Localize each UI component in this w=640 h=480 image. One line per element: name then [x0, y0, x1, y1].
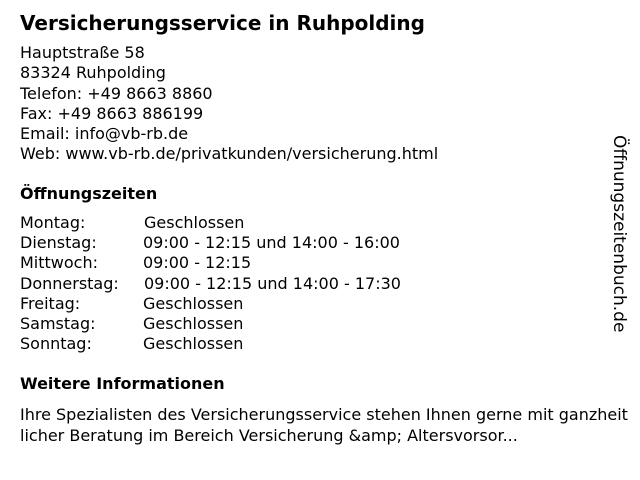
- hours-row-friday: [20, 294, 401, 314]
- day-label: Donnerstag:: [20, 273, 119, 293]
- hours-value: 09:00 - 12:15 und 14:00 - 17:30: [144, 273, 401, 293]
- opening-hours-table: [20, 213, 401, 354]
- city-postal-code: 83324 Ruhpolding: [20, 63, 166, 83]
- day-label: Mittwoch:: [20, 253, 98, 273]
- day-label: Montag:: [20, 213, 86, 232]
- further-info-heading: Weitere Informationen: [20, 374, 225, 393]
- hours-row-saturday: [20, 314, 401, 334]
- hours-value: Geschlossen: [143, 334, 244, 354]
- hours-value: Geschlossen: [143, 293, 244, 313]
- hours-row-monday: [20, 213, 401, 233]
- day-label: Samstag:: [20, 314, 96, 334]
- hours-row-wednesday: [20, 253, 401, 273]
- phone-number: Telefon: +49 8663 8860: [20, 83, 213, 103]
- hours-row-tuesday: [20, 233, 401, 253]
- website-url: Web: www.vb-rb.de/privatkunden/versicherung.html: [20, 144, 439, 164]
- hours-row-sunday: [20, 334, 401, 354]
- hours-value: Geschlossen: [144, 213, 245, 232]
- page-title: Versicherungsservice in Ruhpolding: [20, 11, 425, 35]
- hours-value: 09:00 - 12:15: [143, 253, 252, 273]
- fax-number: Fax: +49 8663 886199: [20, 103, 204, 123]
- description-text: Ihre Spezialisten des Versicherungsservice stehen Ihnen gerne mit ganzheitlicher Beratung im Bereich Versicherung &amp; Altersvorsor...: [20, 405, 628, 445]
- hours-value: 09:00 - 12:15 und 14:00 - 16:00: [143, 233, 400, 253]
- hours-row-thursday: [20, 274, 401, 294]
- brand-watermark: Öffnungszeitenbuch.de: [609, 135, 629, 333]
- address-block: [20, 43, 438, 165]
- email-address: Email: info@vb-rb.de: [20, 124, 189, 144]
- street-address: Hauptstraße 58: [20, 43, 145, 62]
- opening-hours-heading: Öffnungszeiten: [20, 184, 158, 203]
- hours-value: Geschlossen: [143, 314, 244, 334]
- day-label: Dienstag:: [20, 233, 97, 253]
- day-label: Freitag:: [20, 293, 81, 313]
- day-label: Sonntag:: [20, 334, 92, 354]
